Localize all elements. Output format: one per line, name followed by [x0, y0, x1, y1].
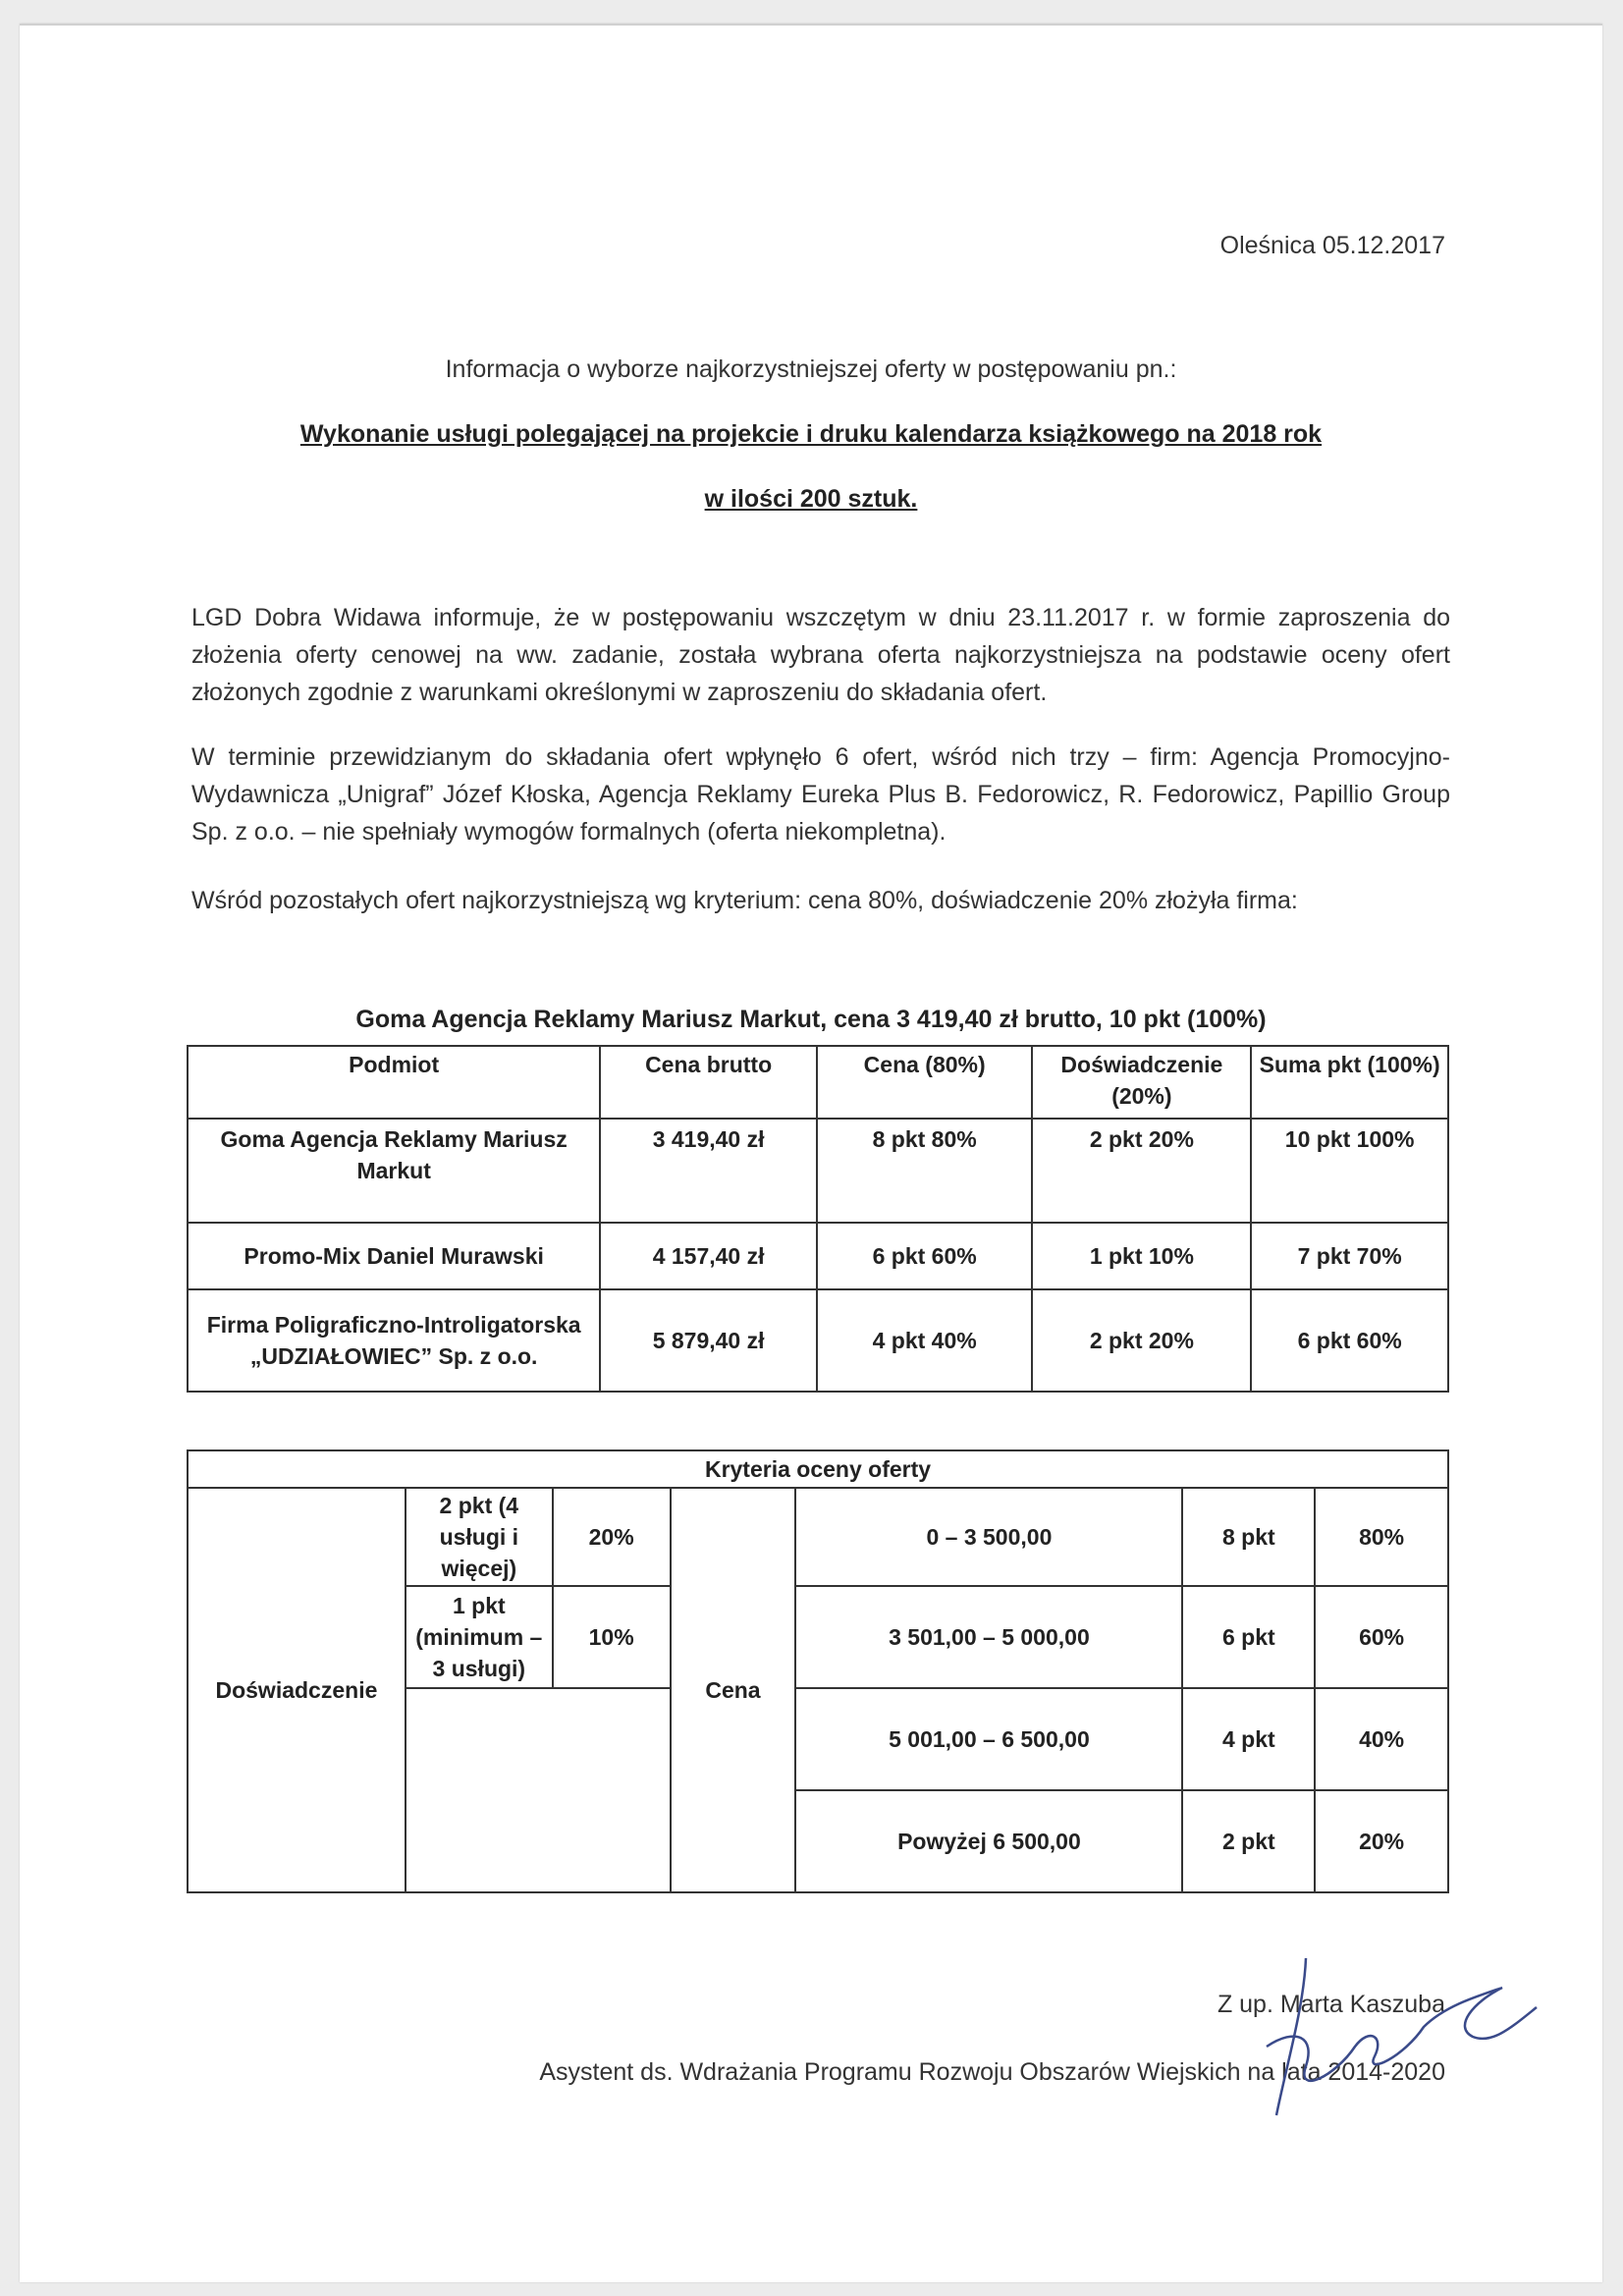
price-range-points: 8 pkt: [1182, 1488, 1315, 1586]
cell-price: 5 879,40 zł: [600, 1289, 817, 1392]
cell-experience-points: 2 pkt 20%: [1032, 1119, 1251, 1223]
cell-total-points: 7 pkt 70%: [1251, 1223, 1448, 1289]
signatory-role: Asystent ds. Wdrażania Programu Rozwoju Obszarów Wiejskich na lata 2014-2020: [539, 2058, 1445, 2086]
cell-price-points: 4 pkt 40%: [817, 1289, 1033, 1392]
header-podmiot: Podmiot: [188, 1046, 600, 1119]
price-range: 3 501,00 – 5 000,00: [795, 1586, 1182, 1688]
cell-experience-points: 1 pkt 10%: [1032, 1223, 1251, 1289]
paragraph-selection-info: LGD Dobra Widawa informuje, że w postępowaniu wszczętym w dniu 23.11.2017 r. w formie zaproszenia do złożenia oferty cenowej na ww. zadanie, została wybrana oferta najkorzystniejsza na podstawie oceny ofert złożonych zgodnie z warunkami określonymi w zaproszeniu do składania ofert.: [191, 604, 1450, 706]
cell-total-points: 6 pkt 60%: [1251, 1289, 1448, 1392]
experience-level-weight: 20%: [553, 1488, 671, 1586]
header-cena-brutto: Cena brutto: [600, 1046, 817, 1119]
document-page: [20, 24, 1602, 2282]
price-range-points: 2 pkt: [1182, 1790, 1315, 1892]
cell-price-points: 8 pkt 80%: [817, 1119, 1033, 1223]
cell-price-points: 6 pkt 60%: [817, 1223, 1033, 1289]
experience-level-weight: 10%: [553, 1586, 671, 1688]
experience-label: Doświadczenie: [188, 1488, 406, 1892]
price-range: 0 – 3 500,00: [795, 1488, 1182, 1586]
experience-level-points: 2 pkt (4 usługi i więcej): [406, 1488, 553, 1586]
results-header-row: [188, 1046, 1448, 1119]
cell-company: Firma Poligraficzno-Introligatorska „UDZIAŁOWIEC” Sp. z o.o.: [188, 1289, 600, 1392]
criteria-table: [187, 1449, 1449, 1893]
paragraph-rejected-offers: W terminie przewidzianym do składania ofert wpłynęło 6 ofert, wśród nich trzy – firm: Agencja Promocyjno-Wydawnicza „Unigraf” Józef Kłoska, Agencja Reklamy Eureka Plus B. Fedorowicz, R. Fedorowicz, Papillio Group Sp. z o.o. – nie spełniały wymogów formalnych (oferta niekompletna).: [191, 743, 1450, 846]
price-range-points: 4 pkt: [1182, 1688, 1315, 1790]
header-doswiadczenie: Doświadczenie (20%): [1032, 1046, 1251, 1119]
paragraph-criteria: Wśród pozostałych ofert najkorzystniejszą wg kryterium: cena 80%, doświadczenie 20% złożyła firma:: [191, 887, 1298, 914]
price-range-weight: 20%: [1315, 1790, 1448, 1892]
handwritten-signature: [1247, 1929, 1542, 2125]
header-cena-80: Cena (80%): [817, 1046, 1033, 1119]
document-date: Oleśnica 05.12.2017: [1219, 232, 1445, 259]
price-label: Cena: [671, 1488, 796, 1892]
price-range-points: 6 pkt: [1182, 1586, 1315, 1688]
table-row: [188, 1223, 1448, 1289]
cell-price: 3 419,40 zł: [600, 1119, 817, 1223]
cell-experience-points: 2 pkt 20%: [1032, 1289, 1251, 1392]
cell-company: Promo-Mix Daniel Murawski: [188, 1223, 600, 1289]
table-row: [188, 1289, 1448, 1392]
experience-level-points: 1 pkt (minimum – 3 usługi): [406, 1586, 553, 1688]
price-range-weight: 40%: [1315, 1688, 1448, 1790]
cell-company: Goma Agencja Reklamy Mariusz Markut: [188, 1119, 600, 1223]
price-range: Powyżej 6 500,00: [795, 1790, 1182, 1892]
page-top-border: [20, 24, 1602, 26]
criteria-row: [188, 1488, 1448, 1586]
signature-name: Z up. Marta Kaszuba: [1217, 1991, 1445, 2018]
criteria-title: Kryteria oceny oferty: [188, 1450, 1448, 1488]
header-suma: Suma pkt (100%): [1251, 1046, 1448, 1119]
intro-line: Informacja o wyborze najkorzystniejszej oferty w postępowaniu pn.:: [445, 355, 1177, 383]
table-row: [188, 1119, 1448, 1223]
cell-total-points: 10 pkt 100%: [1251, 1119, 1448, 1223]
criteria-title-row: [188, 1450, 1448, 1488]
subject-title-line2: w ilości 200 sztuk.: [704, 485, 918, 513]
winning-offer: Goma Agencja Reklamy Mariusz Markut, cena 3 419,40 zł brutto, 10 pkt (100%): [355, 1006, 1267, 1033]
price-range-weight: 60%: [1315, 1586, 1448, 1688]
price-range-weight: 80%: [1315, 1488, 1448, 1586]
subject-title-line1: Wykonanie usługi polegającej na projekcie i druku kalendarza książkowego na 2018 rok: [299, 420, 1323, 448]
results-table: [187, 1045, 1449, 1393]
price-range: 5 001,00 – 6 500,00: [795, 1688, 1182, 1790]
cell-price: 4 157,40 zł: [600, 1223, 817, 1289]
empty-cell: [406, 1688, 671, 1892]
